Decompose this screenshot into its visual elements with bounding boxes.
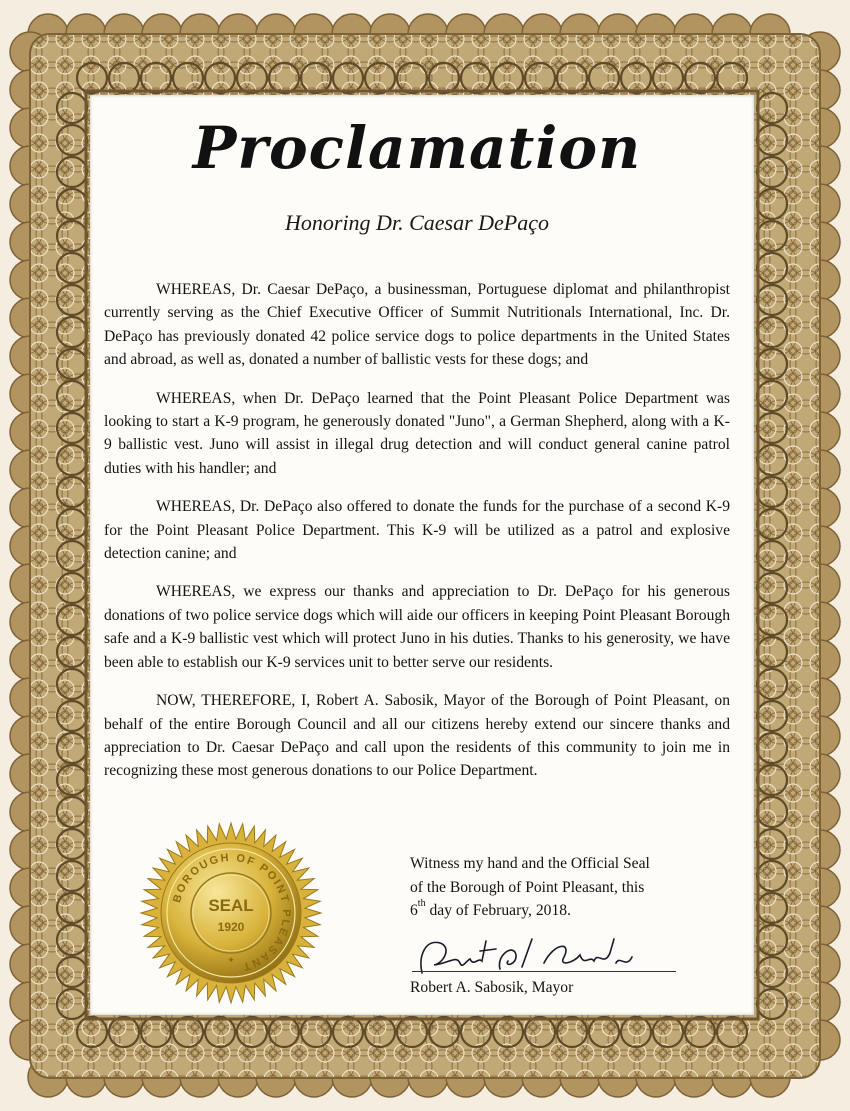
- witness-block: [410, 852, 650, 923]
- witness-line-2: of the Borough of Point Pleasant, this: [410, 878, 645, 896]
- witness-day-suffix: th: [417, 898, 426, 909]
- document-subtitle: Honoring Dr. Caesar DePaço: [285, 210, 549, 235]
- witness-line-1: Witness my hand and the Official Seal: [410, 855, 650, 872]
- proclamation-body: [104, 278, 730, 798]
- seal-ring-text: BOROUGH OF POINT PLEASANT: [171, 851, 293, 973]
- whereas-paragraph-4: WHEREAS, we express our thanks and appreciation to Dr. DePaço for his generous donations of two police service dogs which will aide our officers in keeping Point Pleasant Borough safe and a K-9 ballistic vest which will protect Juno in his duties. Thanks to his generosity, we have been able to establish our K-9 services unit to better serve our residents.: [104, 583, 730, 671]
- signature-line: [412, 971, 676, 972]
- official-seal-icon: [138, 820, 324, 1006]
- signer-name: Robert A. Sabosik, Mayor: [410, 979, 574, 996]
- witness-date: day of February, 2018.: [425, 902, 571, 919]
- seal-center-text: SEAL: [208, 896, 254, 915]
- svg-text:✦: ✦: [227, 956, 235, 966]
- witness-day: 6: [410, 902, 418, 919]
- whereas-paragraph-2: WHEREAS, when Dr. DePaço learned that the Point Pleasant Police Department was looking to start a K-9 program, he generously donated "Juno", a German Shepherd, along with a K-9 ballistic vest. Juno will assist in illegal drug detection and will conduct general canine patrol duties with his handler; and: [104, 389, 730, 477]
- whereas-paragraph-3: WHEREAS, Dr. DePaço also offered to donate the funds for the purchase of a second K-9 for the Point Pleasant Police Department. This K-9 will be utilized as a patrol and explosive detection canine; and: [104, 498, 730, 563]
- document-title: Proclamation: [192, 114, 642, 182]
- mayor-signature: [404, 933, 679, 981]
- therefore-paragraph: NOW, THEREFORE, I, Robert A. Sabosik, Mayor of the Borough of Point Pleasant, on behalf of the entire Borough Council and all our citizens hereby extend our sincere thanks and appreciation to Dr. Caesar DePaço and call upon the residents of this community to join me in recognizing these most generous donations to our Police Department.: [104, 692, 730, 780]
- witness-line-3: [410, 899, 650, 923]
- whereas-paragraph-1: WHEREAS, Dr. Caesar DePaço, a businessman, Portuguese diplomat and philanthropist currently serving as the Chief Executive Officer of Summit Nutritionals International, Inc. Dr. DePaço has previously donated 42 police service dogs to police departments in the United States and abroad, as well as, donated a number of ballistic vests for these dogs; and: [104, 281, 730, 369]
- seal-year: 1920: [217, 920, 245, 934]
